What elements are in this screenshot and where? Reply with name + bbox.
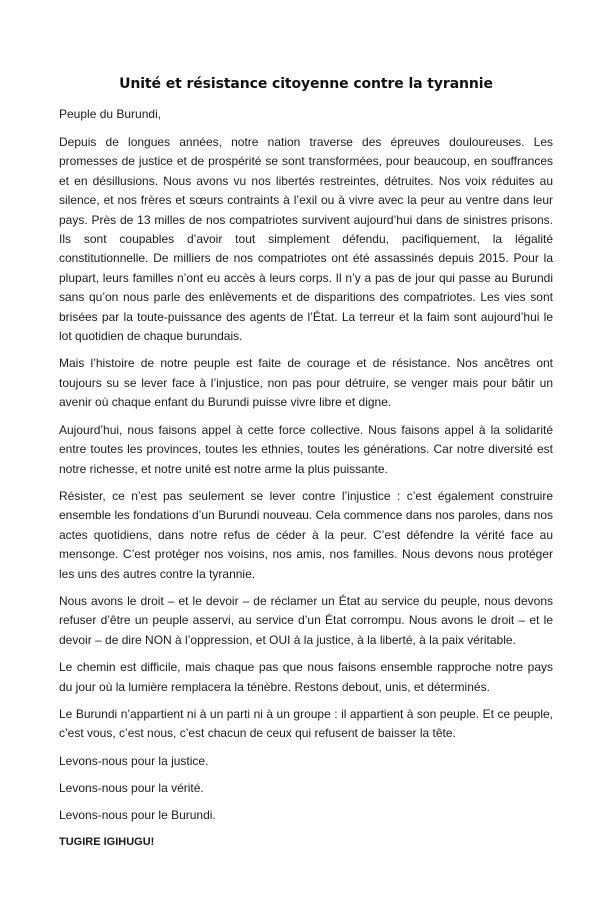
paragraph-4: Résister, ce n’est pas seulement se lever contre l’injustice : c’est également construire ensemble les fondations d’un Burundi nouveau. Cela commence dans nos paroles, dans nos actes quotidiens, dans notre refus de céder à la peur. C’est défendre la vérité face au mensonge. C’est protéger nos voisins, nos amis, nos familles. Nous devons nous protéger les uns des autres contre la tyrannie. [59,488,553,581]
salutation: Peuple du Burundi, [59,107,162,121]
closing-slogan: TUGIRE IGIHUGU! [59,835,155,848]
paragraph-7: Le Burundi n’appartient ni à un parti ni à un groupe : il appartient à son peuple. Et ce peuple, c’est vous, c’est nous, c’est chacun de ceux qui refusent de baisser la tête. [59,706,553,741]
call-verite: Levons-nous pour la vérité. [59,780,204,795]
paragraph-6: Le chemin est difficile, mais chaque pas que nous faisons ensemble rapproche notre pays du jour où la lumière remplacera la ténèbre. Restons debout, unis, et déterminés. [59,660,553,694]
document-page [59,76,553,852]
paragraph-5: Nous avons le droit – et le devoir – de réclamer un État au service du peuple, nous devons refuser d’être un peuple asservi, au service d’un État corrompu. Nous avons le droit – et le devoir – de dire NON à l’oppression, et OUI à la justice, à la liberté, à la paix véritable. [59,593,553,647]
paragraph-2: Mais l’histoire de notre peuple est faite de courage et de résistance. Nos ancêtres ont toujours su se lever face à l’injustice, non pas pour détruire, se venger mais pour bâtir un avenir où chaque enfant du Burundi puisse vivre libre et digne. [59,356,553,410]
call-justice: Levons-nous pour la justice. [59,753,209,768]
call-burundi: Levons-nous pour le Burundi. [59,807,216,822]
document-title: Unité et résistance citoyenne contre la tyrannie [119,76,493,92]
paragraph-1: Depuis de longues années, notre nation traverse des épreuves douloureuses. Les promesses de justice et de prospérité se sont transformées, pour beaucoup, en souffrances et en désillusions. Nous avons vu nos libertés restreintes, détruites. Nos voix réduites au silence, et nos frères et sœurs contraints à l’exil ou à vivre avec la peur au ventre dans leur pays. Près de 13 milles de nos compatriotes survivent aujourd’hui dans de sinistres prisons. Ils sont coupables d’avoir tout simplement défendu, pacifiquement, la légalité constitutionnelle. De milliers de nos compatriotes ont été assassinés depuis 2015. Pour la plupart, leurs familles n’ont eu accès à leurs corps. Il n’y a pas de jour qui passe au Burundi sans qu’on nous parle des enlèvements et de disparitions des compatriotes. Les vies sont brisées par la toute-puissance des agents de l’État. La terreur et la faim sont aujourd’hui le lot quotidien de chaque burundais. [59,135,553,344]
paragraph-3: Aujourd’hui, nous faisons appel à cette force collective. Nous faisons appel à la solidarité entre toutes les provinces, toutes les ethnies, toutes les générations. Car notre diversité est notre richesse, et notre unité est notre arme la plus puissante. [59,422,553,476]
